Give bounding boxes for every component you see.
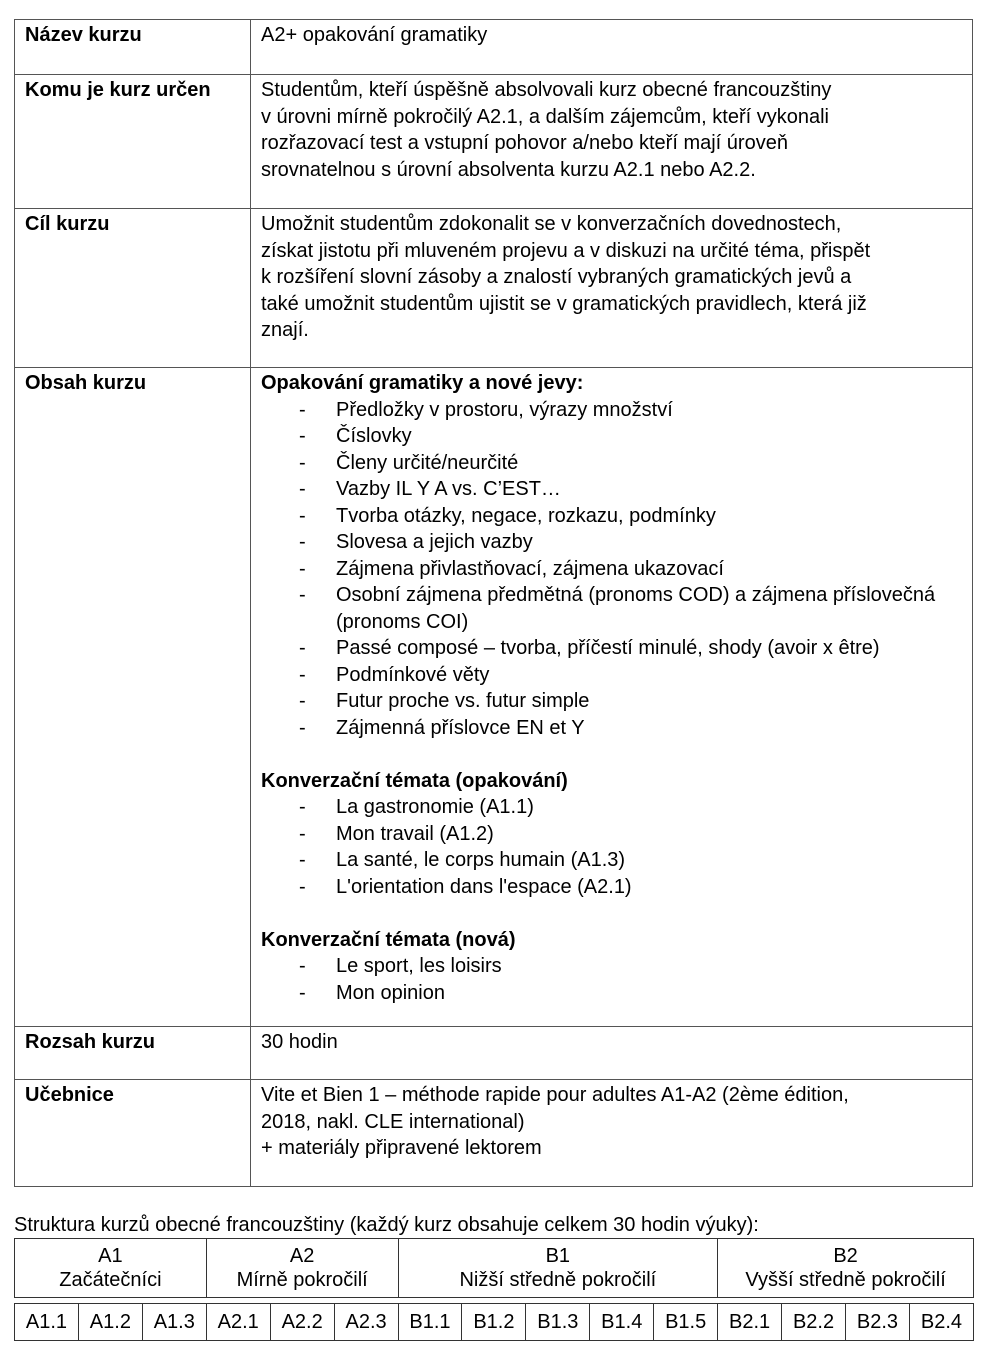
level-name: Mírně pokročilí — [236, 1269, 368, 1291]
structure-caption: Struktura kurzů obecné francouzštiny (každý kurz obsahuje celkem 30 hodin výuky): — [14, 1214, 759, 1236]
text-line: Vite et Bien 1 – méthode rapide pour adultes A1-A2 (2ème édition, — [261, 1084, 849, 1106]
text-line: získat jistotu při mluveném projevu a v diskuzi na určité téma, přispět — [261, 239, 871, 262]
level-group-b2 — [718, 1239, 974, 1298]
row-target-audience — [15, 75, 973, 209]
row-label: Komu je kurz určen — [15, 75, 251, 209]
sublevel-cell: B2.2 — [782, 1304, 846, 1341]
row-label: Obsah kurzu — [15, 368, 251, 1027]
list-item: - Mon opinion — [336, 980, 962, 1007]
sublevel-cell: B2.3 — [845, 1304, 909, 1341]
list-item: - Slovesa a jejich vazby — [336, 529, 962, 556]
list-item: - Osobní zájmena předmětná (pronoms COD) a zájmena příslovečná (pronoms COI) — [336, 582, 962, 635]
level-name: Nižší středně pokročilí — [459, 1269, 657, 1291]
list-item: - La gastronomie (A1.1) — [336, 794, 962, 821]
level-name: Vyšší středně pokročilí — [745, 1269, 946, 1291]
section-heading: Opakování gramatiky a nové jevy: — [261, 372, 584, 394]
text-line: 2018, nakl. CLE international) — [261, 1110, 525, 1133]
row-course-name — [15, 20, 973, 75]
list-item: - Futur proche vs. futur simple — [336, 688, 962, 715]
sublevel-cell: A2.2 — [270, 1304, 334, 1341]
row-label: Učebnice — [15, 1080, 251, 1187]
level-group-a2 — [206, 1239, 398, 1298]
list-item: - L'orientation dans l'espace (A2.1) — [336, 874, 962, 901]
course-info-table — [14, 19, 973, 1187]
list-item: - Vazby IL Y A vs. C’EST… — [336, 476, 962, 503]
text-line: také umožnit studentům ujistit se v gramatických pravidlech, která již — [261, 292, 867, 315]
sublevel-cell: B2.1 — [718, 1304, 782, 1341]
sublevel-cell: A2.3 — [334, 1304, 398, 1341]
level-code: B1 — [545, 1245, 571, 1267]
section-heading: Konverzační témata (nová) — [261, 928, 516, 951]
level-code: A1 — [98, 1245, 123, 1267]
row-value — [251, 209, 973, 368]
level-code: B2 — [833, 1245, 858, 1267]
level-groups-row — [15, 1239, 974, 1298]
row-course-length — [15, 1027, 973, 1080]
sublevel-cell: B1.1 — [398, 1304, 462, 1341]
sublevels-row — [15, 1304, 974, 1341]
row-label: Cíl kurzu — [15, 209, 251, 368]
list-item: - Zájmena přivlastňovací, zájmena ukazovací — [336, 556, 962, 583]
list-item: - Mon travail (A1.2) — [336, 821, 962, 848]
level-group-a1 — [15, 1239, 207, 1298]
text-line: srovnatelnou s úrovní absolventa kurzu A2.1 nebo A2.2. — [261, 158, 756, 181]
list-item: - Tvorba otázky, negace, rozkazu, podmínky — [336, 503, 962, 530]
sublevel-cell: A1.1 — [15, 1304, 79, 1341]
sublevel-cell: B1.5 — [654, 1304, 718, 1341]
sublevel-cell: B2.4 — [909, 1304, 973, 1341]
grammar-list — [261, 397, 962, 742]
row-course-goal — [15, 209, 973, 368]
list-item: - Zájmenná příslovce EN et Y — [336, 715, 962, 742]
list-item: - Le sport, les loisirs — [336, 953, 962, 980]
row-value — [251, 368, 973, 1027]
level-code: A2 — [289, 1245, 315, 1267]
row-course-content — [15, 368, 973, 1027]
list-item: - Číslovky — [336, 423, 962, 450]
list-item: - Předložky v prostoru, výrazy množství — [336, 397, 962, 424]
text-line: znají. — [261, 319, 309, 341]
row-textbook — [15, 1080, 973, 1187]
text-line: v úrovni mírně pokročilý A2.1, a dalším zájemcům, kteří vykonali — [261, 105, 829, 128]
row-value: A2+ opakování gramatiky — [251, 20, 973, 75]
row-value — [251, 75, 973, 209]
sublevel-cell: A1.2 — [78, 1304, 142, 1341]
section-heading: Konverzační témata (opakování) — [261, 769, 568, 792]
text-line: Studentům, kteří úspěšně absolvovali kurz obecné francouzštiny — [261, 79, 832, 101]
sublevel-cell: B1.3 — [526, 1304, 590, 1341]
course-levels-table — [14, 1238, 974, 1341]
text-line: rozřazovací test a vstupní pohovor a/nebo kteří mají úroveň — [261, 132, 788, 154]
text-line: + materiály připravené lektorem — [261, 1137, 542, 1159]
row-label: Rozsah kurzu — [15, 1027, 251, 1080]
sublevel-cell: B1.2 — [462, 1304, 526, 1341]
row-value — [251, 1080, 973, 1187]
list-item: - Passé composé – tvorba, příčestí minulé, shody (avoir x être) — [336, 635, 962, 662]
text-line: Umožnit studentům zdokonalit se v konverzačních dovednostech, — [261, 213, 842, 235]
list-item: - Podmínkové věty — [336, 662, 962, 689]
list-item: - Členy určité/neurčité — [336, 450, 962, 477]
row-value: 30 hodin — [251, 1027, 973, 1080]
sublevel-cell: A1.3 — [142, 1304, 206, 1341]
text-line: k rozšíření slovní zásoby a znalostí vybraných gramatických jevů a — [261, 266, 852, 288]
topics-review-list — [261, 794, 962, 900]
level-name: Začátečníci — [59, 1269, 162, 1291]
topics-new-list — [261, 953, 962, 1006]
level-group-b1 — [398, 1239, 718, 1298]
row-label: Název kurzu — [15, 20, 251, 75]
list-item: - La santé, le corps humain (A1.3) — [336, 847, 962, 874]
sublevel-cell: B1.4 — [590, 1304, 654, 1341]
sublevel-cell: A2.1 — [206, 1304, 270, 1341]
